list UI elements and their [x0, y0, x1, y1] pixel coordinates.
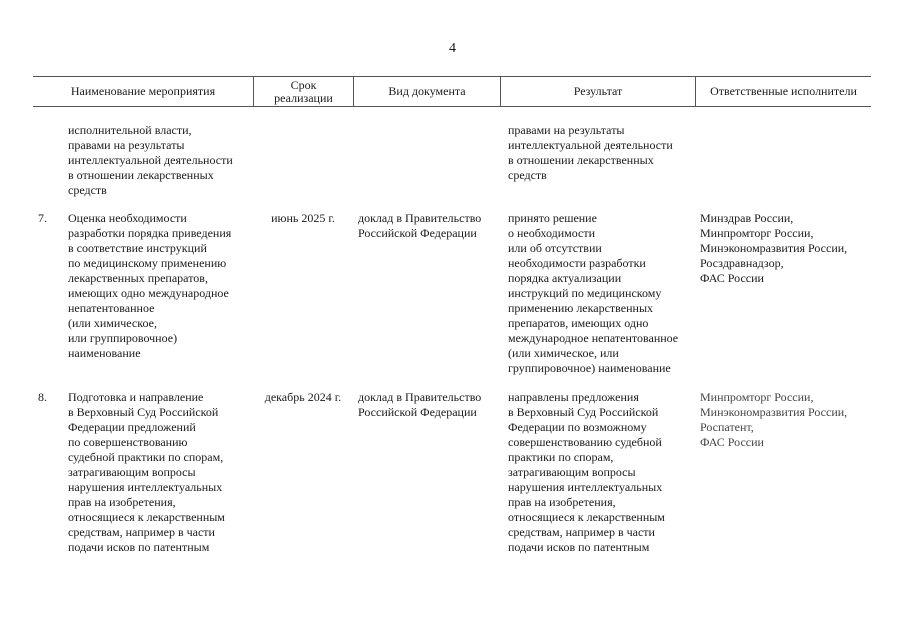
row-result: правами на результаты интеллектуальной деятельности в отношении лекарственных средств: [508, 123, 673, 182]
page-number: 4: [449, 41, 456, 56]
row-number: 7.: [38, 211, 47, 225]
row-term: декабрь 2024 г.: [264, 390, 342, 404]
row-doc: доклад в Правительство Российской Федерации: [358, 211, 482, 240]
row-name: Подготовка и направление в Верховный Суд Российской Федерации предложений по совершенствованию судебной практики по спорам, затрагивающим вопросы нарушения интеллектуальных прав на изобретения, относящиеся к лекарственным средствам, например в части подачи исков по патентным: [68, 390, 225, 554]
row-result: принято решение о необходимости или об отсутствии необходимости разработки порядка актуализации инструкций по медицинскому применению лекарственных препаратов, имеющих одно международное непатентованное (или химическое, или группировочное) наименование: [508, 211, 679, 375]
row-term: июнь 2025 г.: [271, 211, 335, 225]
row-doc: доклад в Правительство Российской Федерации: [358, 390, 482, 419]
row-name: Оценка необходимости разработки порядка приведения в соответствие инструкций по медицинскому применению лекарственных препаратов, имеющих одно международное непатентованное (или химическое, или группировочное) наименование: [68, 211, 232, 360]
header-term: Срок реализации: [274, 77, 333, 105]
row-result: направлены предложения в Верховный Суд Российской Федерации по возможному совершенствованию судебной практики по спорам, затрагивающим вопросы нарушения интеллектуальных прав на изобретения, относящиеся к лекарственным средствам, например в части подачи исков по патентным: [508, 390, 665, 554]
header-result: Результат: [573, 84, 623, 98]
table-header-bottom-rule: [33, 106, 871, 107]
row-responsible: Минпромторг России, Минэкономразвития России, Роспатент, ФАС России: [700, 390, 848, 449]
header-doc: Вид документа: [388, 84, 466, 98]
header-name: Наименование мероприятия: [70, 84, 216, 98]
header-responsible: Ответственные исполнители: [710, 84, 857, 98]
row-responsible: Минздрав России, Минпромторг России, Минэкономразвития России, Росздравнадзор, ФАС России: [700, 211, 848, 285]
row-number: 8.: [38, 390, 47, 404]
row-name: исполнительной власти, правами на результаты интеллектуальной деятельности в отношении лекарственных средств: [68, 123, 233, 197]
